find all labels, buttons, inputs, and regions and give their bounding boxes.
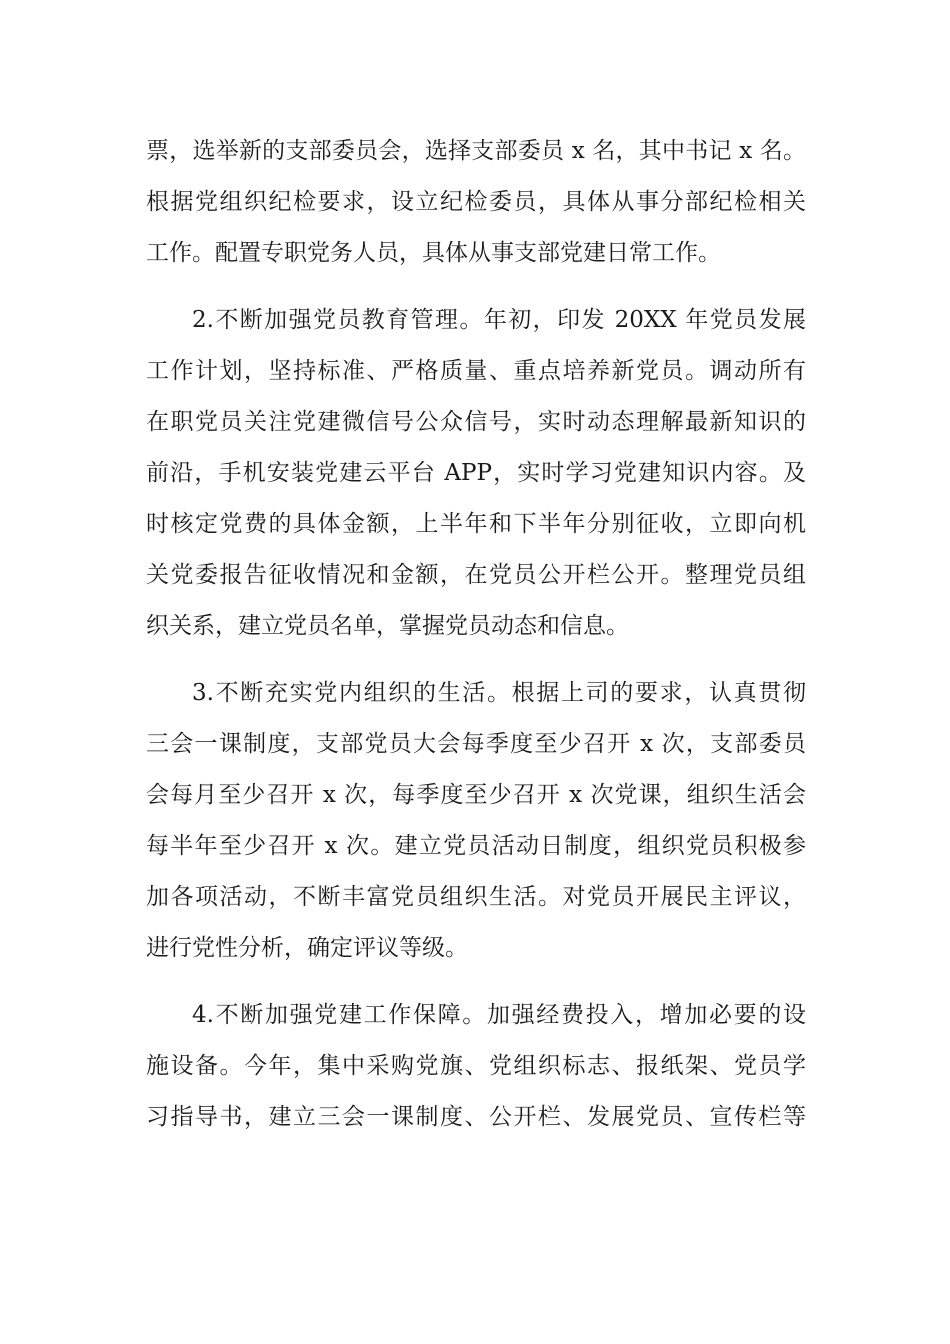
paragraph-continuation bbox=[146, 126, 806, 279]
text-line: 4.不断加强党建工作保障。加强经费投入，增加必要的设 bbox=[192, 1002, 806, 1028]
text-line: 关党委报告征收情况和金额，在党员公开栏公开。整理党员组 bbox=[146, 562, 806, 588]
paragraph-spacer bbox=[146, 279, 806, 295]
text-line: 前沿，手机安装党建云平台 APP，实时学习党建知识内容。及 bbox=[146, 460, 806, 486]
text-line: 工作计划，坚持标准、严格质量、重点培养新党员。调动所有 bbox=[146, 358, 806, 384]
text-line: 会每月至少召开 x 次，每季度至少召开 x 次党课，组织生活会 bbox=[146, 782, 806, 808]
text-line: 织关系，建立党员名单，掌握党员动态和信息。 bbox=[146, 613, 629, 639]
paragraph-item-2 bbox=[146, 295, 806, 652]
text-line: 三会一课制度，支部党员大会每季度至少召开 x 次，支部委员 bbox=[146, 731, 806, 757]
paragraph-item-4 bbox=[146, 990, 806, 1143]
text-line: 时核定党费的具体金额，上半年和下半年分别征收，立即向机 bbox=[146, 511, 806, 537]
document-body bbox=[146, 126, 806, 1143]
text-line: 每半年至少召开 x 次。建立党员活动日制度，组织党员积极参 bbox=[146, 833, 806, 859]
paragraph-item-3 bbox=[146, 668, 806, 974]
text-line: 工作。配置专职党务人员，具体从事支部党建日常工作。 bbox=[146, 240, 721, 266]
text-line: 加各项活动，不断丰富党员组织生活。对党员开展民主评议， bbox=[146, 884, 806, 910]
text-line: 2.不断加强党员教育管理。年初，印发 20XX 年党员发展 bbox=[192, 307, 806, 333]
text-line: 根据党组织纪检要求，设立纪检委员，具体从事分部纪检相关 bbox=[146, 189, 806, 215]
text-line: 票，选举新的支部委员会，选择支部委员 x 名，其中书记 x 名。 bbox=[146, 138, 806, 164]
text-line: 习指导书，建立三会一课制度、公开栏、发展党员、宣传栏等 bbox=[146, 1104, 806, 1130]
text-line: 在职党员关注党建微信号公众信号，实时动态理解最新知识的 bbox=[146, 409, 806, 435]
paragraph-spacer bbox=[146, 974, 806, 990]
text-line: 3.不断充实党内组织的生活。根据上司的要求，认真贯彻 bbox=[192, 680, 806, 706]
text-line: 施设备。今年，集中采购党旗、党组织标志、报纸架、党员学 bbox=[146, 1053, 806, 1079]
paragraph-spacer bbox=[146, 652, 806, 668]
text-line: 进行党性分析，确定评议等级。 bbox=[146, 935, 468, 961]
